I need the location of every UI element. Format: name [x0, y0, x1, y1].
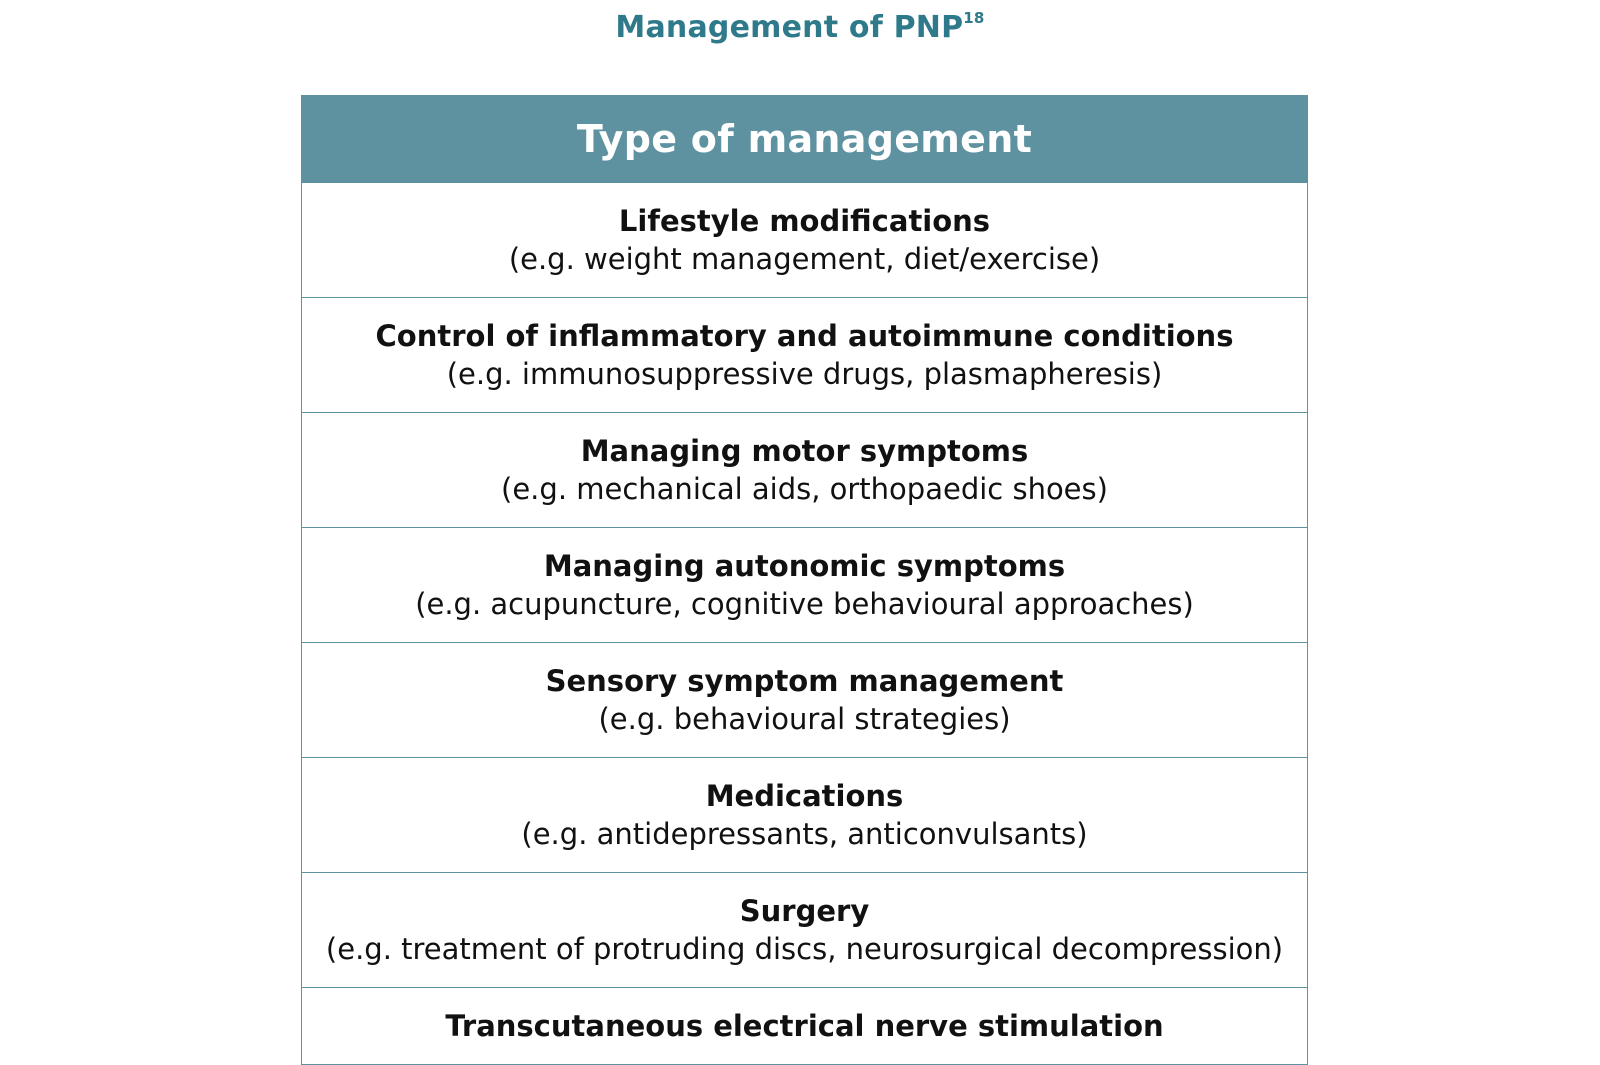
reference-superscript: 18: [963, 9, 985, 27]
table-row: [302, 182, 1307, 297]
page-title-text: Management of PNP: [615, 10, 964, 45]
table-row: [302, 642, 1307, 757]
management-table: [301, 95, 1308, 1065]
row-title: Medications: [705, 779, 904, 813]
page-title: [0, 10, 1600, 45]
table-row: [302, 987, 1307, 1064]
table-row: [302, 297, 1307, 412]
row-title: Sensory symptom management: [545, 664, 1064, 698]
row-title: Transcutaneous electrical nerve stimulation: [445, 1009, 1164, 1043]
table-header: Type of management: [302, 96, 1307, 182]
row-title: Lifestyle modifications: [618, 204, 991, 238]
table-row: [302, 757, 1307, 872]
row-example: (e.g. weight management, diet/exercise): [508, 242, 1101, 276]
row-title: Managing motor symptoms: [580, 434, 1029, 468]
row-example: (e.g. acupuncture, cognitive behavioural approaches): [415, 587, 1194, 621]
table-row: [302, 412, 1307, 527]
row-example: (e.g. behavioural strategies): [598, 702, 1011, 736]
row-title: Surgery: [739, 894, 870, 928]
row-title: Managing autonomic symptoms: [543, 549, 1066, 583]
row-title: Control of inflammatory and autoimmune conditions: [375, 319, 1234, 353]
table-row: [302, 872, 1307, 987]
row-example: (e.g. treatment of protruding discs, neurosurgical decompression): [325, 932, 1284, 966]
table-row: [302, 527, 1307, 642]
row-example: (e.g. antidepressants, anticonvulsants): [521, 817, 1088, 851]
row-example: (e.g. mechanical aids, orthopaedic shoes): [501, 472, 1108, 506]
row-example: (e.g. immunosuppressive drugs, plasmapheresis): [446, 357, 1163, 391]
